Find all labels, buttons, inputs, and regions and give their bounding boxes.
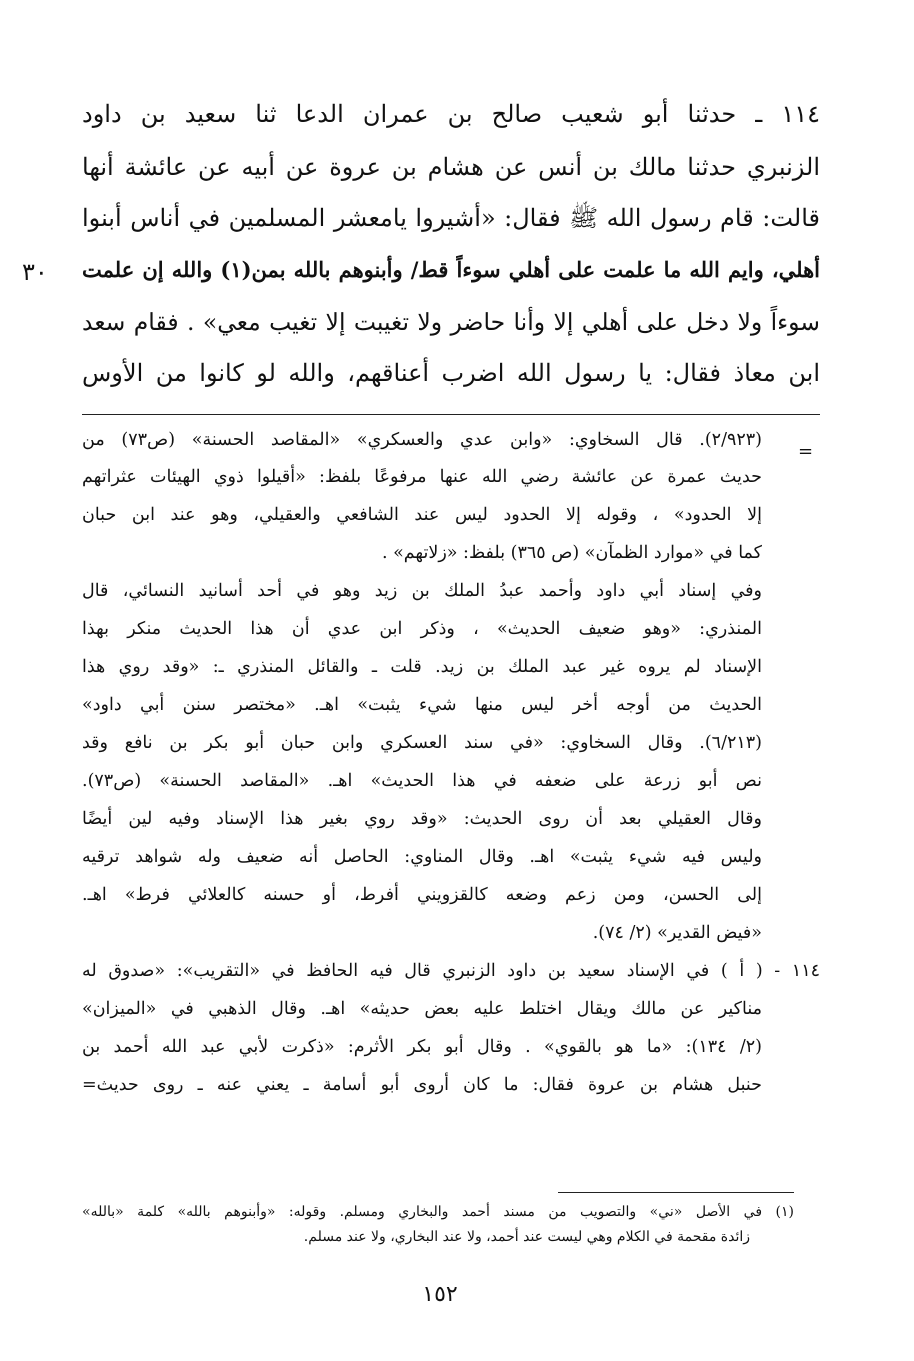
note-line: (٢/٩٢٣). قال السخاوي: «وابن عدي والعسكري» «المقاصد الحسنة» (ص٧٣) من xyxy=(82,430,762,450)
note-line: وليس فيه شيء يثبت» اهـ. وقال المناوي: الحاصل أنه ضعيف وله شواهد ترقيه xyxy=(82,847,762,867)
body-line: الزنبري حدثنا مالك بن أنس عن هشام بن عروة عن أبيه عن عائشة أنها xyxy=(82,153,820,181)
page-number: ١٥٢ xyxy=(422,1282,458,1307)
note-line: نص أبو زرعة على ضعفه في هذا الحديث» اهـ. «المقاصد الحسنة» (ص٧٣). xyxy=(82,771,762,791)
note-line: ١١٤ - ( أ ) في الإسناد سعيد بن داود الزنبري قال فيه الحافظ في «التقريب»: «صدوق له xyxy=(82,961,820,981)
note-line: وقال العقيلي بعد أن روى الحديث: «وقد روي بغير هذا الإسناد وفيه لين أيضًا xyxy=(82,809,762,829)
note-line: «فيض القدير» (٢/ ٧٤). xyxy=(592,923,762,943)
note-line: حنبل هشام بن عروة فقال: ما كان أروى أبو أسامة ـ يعني عنه ـ روى حديث= xyxy=(82,1075,762,1095)
margin-number: ٣٠ xyxy=(22,258,48,286)
footnote-divider xyxy=(558,1192,794,1193)
note-line: إلى الحسن، ومن زعم وضعه كالقزويني أفرط، أو حسنه كالعلائي فرط» اهـ. xyxy=(82,885,762,905)
note-line: إلا الحدود» ، وقوله إلا الحدود ليس عند الشافعي والعقيلي، وهو عند ابن حبان xyxy=(82,505,762,525)
note-line: الحديث من أوجه أخر ليس منها شيء يثبت» اهـ. «مختصر سنن أبي داود» xyxy=(82,695,762,715)
note-line: المنذري: «وهو ضعيف الحديث» ، وذكر ابن عدي أن هذا الحديث منكر بهذا xyxy=(82,619,762,639)
note-line: مناكير عن مالك ويقال اختلط عليه بعض حديثه» اهـ. وقال الذهبي في «الميزان» xyxy=(82,999,762,1019)
note-line: وفي إسناد أبي داود وأحمد عبدُ الملك بن زيد وهو في أحد أسانيد النسائي، قال xyxy=(82,581,762,601)
footnote-line: (١) في الأصل «ني» والتصويب من مسند أحمد والبخاري ومسلم. وقوله: «وأبنوهم بالله» كلمة «بالله» xyxy=(82,1204,794,1220)
footnote-line: زائدة مقحمة في الكلام وهي ليست عند أحمد، ولا عند البخاري، ولا عند مسلم. xyxy=(303,1229,750,1245)
body-line: سوءاً ولا دخل على أهلي إلا وأنا حاضر ولا تغيبت إلا تغيب معي» . فقام سعد xyxy=(82,308,820,336)
notes-divider xyxy=(82,414,820,415)
note-line: (٦/٢١٣). وقال السخاوي: «في سند العسكري وابن حبان أبو بكر بن نافع وقد xyxy=(82,733,762,753)
body-line: ابن معاذ فقال: يا رسول الله اضرب أعناقهم، والله لو كانوا من الأوس xyxy=(82,359,820,387)
note-line: حديث عمرة عن عائشة رضي الله عنها مرفوعًا بلفظ: «أقيلوا ذوي الهيئات عثراتهم xyxy=(82,467,762,487)
note-line: الإسناد لم يروه غير عبد الملك بن زيد. قلت ـ والقائل المنذري ـ: «وقد روي هذا xyxy=(82,657,762,677)
continuation-marker: = xyxy=(798,441,814,462)
body-line: قالت: قام رسول الله ﷺ فقال: «أشيروا يامعشر المسلمين في أناس أبنوا xyxy=(82,204,820,232)
body-line: أهلي، وايم الله ما علمت على أهلي سوءاً قط/ وأبنوهم بالله بمن(١) والله إن علمت xyxy=(82,257,820,282)
body-line: ١١٤ ـ حدثنا أبو شعيب صالح بن عمران الدعا ثنا سعيد بن داود xyxy=(82,100,820,128)
note-line: (٢/ ١٣٤): «ما هو بالقوي» . وقال أبو بكر الأثرم: «ذكرت لأبي عبد الله أحمد بن xyxy=(82,1037,762,1057)
note-line: كما في «موارد الظمآن» (ص ٣٦٥) بلفظ: «زلاتهم» . xyxy=(381,543,762,563)
